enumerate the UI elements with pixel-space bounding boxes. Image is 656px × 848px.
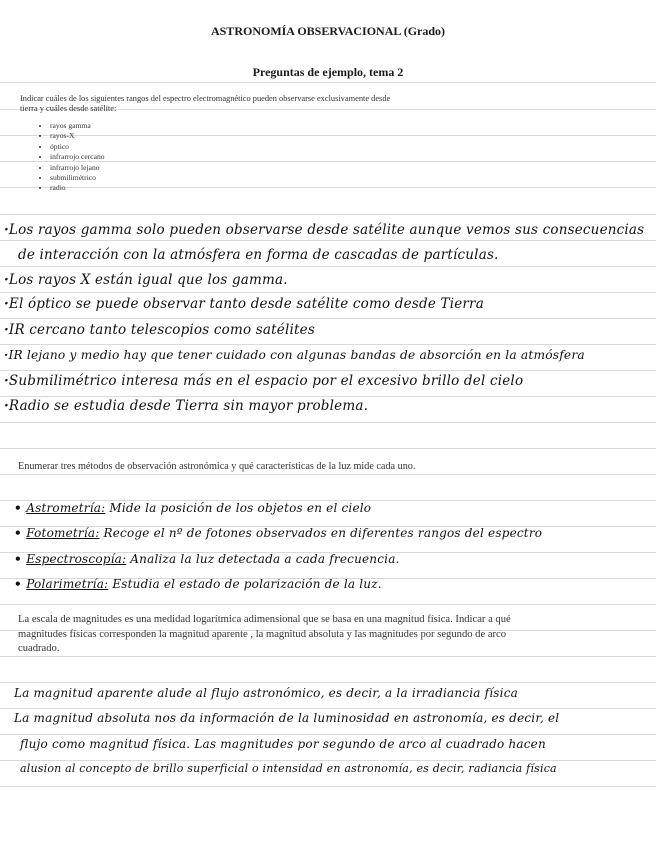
method-desc: Mide la posición de los objetos en el cielo (109, 501, 372, 515)
document-title: ASTRONOMÍA OBSERVACIONAL (Grado) (210, 24, 446, 38)
list-item: • óptico (50, 142, 105, 152)
list-item: • rayos-X (50, 131, 105, 141)
answer-line: Radio se estudia desde Tierra sin mayor problema. (8, 398, 369, 414)
question-1: Indicar cuáles de los siguientes rangos del espectro electromagnético pueden observarse exclusivamente desde tierra y cuáles desde satélite: (20, 94, 391, 113)
list-item: • infrarrojo lejano (50, 163, 105, 173)
answer-line: IR cercano tanto telescopios como satélites (8, 322, 315, 338)
spectrum-options-list (22, 121, 105, 194)
method-desc: Estudia el estado de polarización de la luz. (112, 577, 382, 591)
answer-line: IR lejano y medio hay que tener cuidado con algunas bandas de absorción en la atmósfera (8, 348, 585, 362)
document-subtitle: Preguntas de ejemplo, tema 2 (252, 65, 404, 79)
method-desc: Analiza la luz detectada a cada frecuencia. (130, 552, 400, 566)
answer-line: El óptico se puede observar tanto desde satélite como desde Tierra (8, 296, 484, 312)
answer-line: Submilimétrico interesa más en el espacio por el excesivo brillo del cielo (8, 373, 524, 389)
method-term: Polarimetría: (26, 577, 109, 591)
method-term: Espectroscopía: (26, 552, 127, 566)
method-term: Fotometría: (26, 526, 100, 540)
method-desc: Recoge el nº de fotones observados en diferentes rangos del espectro (103, 526, 543, 540)
answer-line: flujo como magnitud física. Las magnitudes por segundo de arco al cuadrado hacen (20, 737, 546, 751)
answer-line: Los rayos X están igual que los gamma. (8, 272, 288, 288)
list-item: • rayos gamma (50, 121, 105, 131)
answer-line: La magnitud absoluta nos da información de la luminosidad en astronomía, es decir, el (14, 711, 560, 725)
list-item: • submilimétrico (50, 173, 105, 183)
list-item: • radio (50, 183, 105, 193)
question-3: La escala de magnitudes es una medidad logarítmica adimensional que se basa en una magnitud física. Indicar a qué magnitudes físicas corresponden la magnitud aparente , la magnitud absoluta y las magnitudes por segundo de arco cuadrado. (18, 614, 511, 654)
list-item: • infrarrojo cercano (50, 152, 105, 162)
answer-line: alusion al concepto de brillo superficial o intensidad en astronomía, es decir, radiancia física (20, 762, 557, 775)
answer-line: La magnitud aparente alude al flujo astronómico, es decir, a la irradiancia física (14, 686, 518, 700)
answer-line: Los rayos gamma solo pueden observarse desde satélite aunque vemos sus consecuencias (8, 222, 645, 238)
question-2: Enumerar tres métodos de observación astronómica y qué características de la luz mide cada uno. (18, 461, 416, 472)
answer-line: de interacción con la atmósfera en forma de cascadas de partículas. (18, 247, 499, 263)
method-term: Astrometría: (26, 501, 106, 515)
